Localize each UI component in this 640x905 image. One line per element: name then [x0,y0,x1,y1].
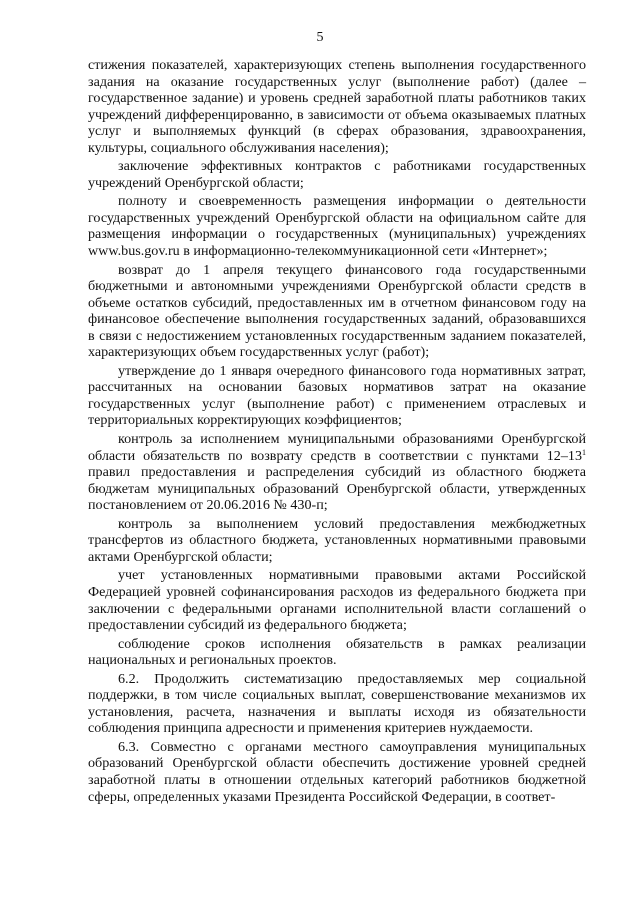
page-number: 5 [316,30,324,45]
paragraph-subsidy-return: возврат до 1 апреля текущего финансового года государственными бюджетными и автономными учреждениями Оренбургской области средств в объеме остатков субсидий, предоставленных им в отчетном финансовом году на финансовое обеспечение выполнения государственных заданий, образовавшихся в связи с недостижением установленных государственным заданием показателей, характеризующих объем государственных услуг (работ); [88,261,586,361]
paragraph-cofinancing: учет установленных нормативными правовыми актами Российской Федерацией уровней софинансирования расходов из федерального бюджета при заключении с федеральными органами исполнительной власти соглашений о предоставлении субсидий из федерального бюджета; [88,567,586,634]
superscript-mark: 1 [582,447,586,457]
paragraph-transfers-control: контроль за выполнением условий предоставления межбюджетных трансфертов из областного бюджета, установленных нормативными правовыми актами Оренбургской области; [88,515,586,565]
document-body [88,57,586,805]
paragraph-municipal-control [88,431,586,514]
paragraph-continuation: стижения показателей, характеризующих степень выполнения государственного задания на оказание государственных услуг (выполнение работ) (далее – государственное задание) и уровень средней заработной платы работников таких учреждений дифференцированно, в зависимости от объема оказываемых платных услуг и выполняемых функций (в сферах образования, здравоохранения, культуры, социального обслуживания населения); [88,57,586,156]
paragraph-effective-contracts: заключение эффективных контрактов с работниками государственных учреждений Оренбургской области; [88,158,586,191]
paragraph-text-after: правил предоставления и распределения субсидий из областного бюджета бюджетам муниципальных образований Оренбургской области, утвержденных постановлением от 20.06.2016 № 430-п; [88,464,586,514]
paragraph-6-3: 6.3. Совместно с органами местного самоуправления муниципальных образований Оренбургской области обеспечить достижение уровней средней заработной платы в отношении отдельных категорий работников бюджетной сферы, определенных указами Президента Российской Федерации, в соответ- [88,738,586,805]
paragraph-info-publication: полноту и своевременность размещения информации о деятельности государственных учреждений Оренбургской области на официальном сайте для размещения информации о государственных (муниципальных) учреждениях www.bus.gov.ru в информационно-телекоммуникационной сети «Интернет»; [88,193,586,260]
paragraph-text-before: контроль за исполнением муниципальными образованиями Оренбургской области обязательств по возврату средств в соответствии с пунктами 12–13 [88,431,586,464]
paragraph-normative-costs: утверждение до 1 января очередного финансового года нормативных затрат, рассчитанных на основании базовых нормативов затрат на оказание государственных услуг (выполнение работ) с применением отраслевых и территориальных корректирующих коэффициентов; [88,362,586,429]
paragraph-6-2: 6.2. Продолжить систематизацию предоставляемых мер социальной поддержки, в том числе социальных выплат, совершенствование механизмов их установления, расчета, назначения и выплаты исходя из обязательности соблюдения принципа адресности и применения критериев нуждаемости. [88,670,586,737]
paragraph-national-projects: соблюдение сроков исполнения обязательств в рамках реализации национальных и региональных проектов. [88,635,586,669]
